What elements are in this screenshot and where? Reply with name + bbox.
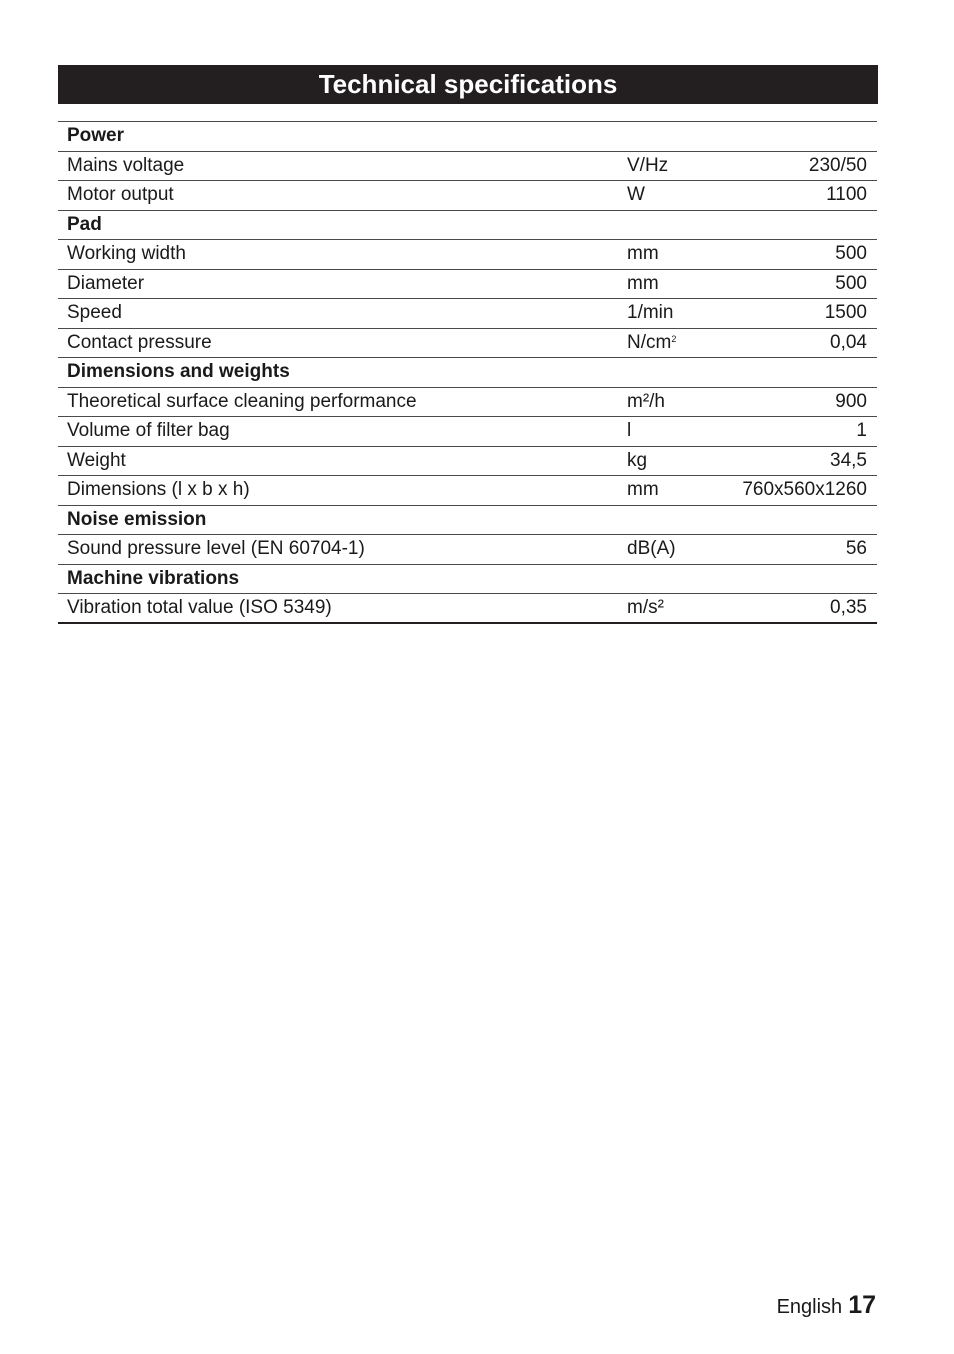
spec-unit: m²/h	[618, 387, 718, 417]
spec-unit-text: N/cm	[627, 331, 672, 353]
spec-row	[58, 417, 877, 447]
spec-row	[58, 446, 877, 476]
spec-row	[58, 594, 877, 624]
spec-label: Motor output	[58, 181, 618, 211]
spec-row	[58, 151, 877, 181]
spec-value: 56	[718, 535, 877, 565]
section-heading: Dimensions and weights	[58, 358, 877, 388]
spec-value: 1500	[718, 299, 877, 329]
section-heading-row	[58, 122, 877, 152]
page-title	[58, 65, 878, 104]
spec-value: 760x560x1260	[718, 476, 877, 506]
spec-label: Sound pressure level (EN 60704-1)	[58, 535, 618, 565]
section-heading-row	[58, 505, 877, 535]
spec-value: 0,04	[718, 328, 877, 358]
section-heading-row	[58, 210, 877, 240]
spec-unit: mm	[618, 269, 718, 299]
spec-label: Theoretical surface cleaning performance	[58, 387, 618, 417]
spec-row	[58, 299, 877, 329]
spec-unit: V/Hz	[618, 151, 718, 181]
spec-unit: dB(A)	[618, 535, 718, 565]
section-heading: Machine vibrations	[58, 564, 877, 594]
spec-row	[58, 535, 877, 565]
spec-row	[58, 387, 877, 417]
spec-label: Vibration total value (ISO 5349)	[58, 594, 618, 624]
page-title-text: Technical specifications	[318, 69, 618, 99]
spec-unit: 1/min	[618, 299, 718, 329]
spec-unit: mm	[618, 476, 718, 506]
spec-label: Working width	[58, 240, 618, 270]
spec-unit-superscript: 2	[671, 333, 677, 344]
spec-row	[58, 181, 877, 211]
section-heading: Power	[58, 122, 877, 152]
specifications-table	[58, 121, 877, 624]
spec-unit: l	[618, 417, 718, 447]
spec-value: 1100	[718, 181, 877, 211]
spec-value: 1	[718, 417, 877, 447]
spec-label: Weight	[58, 446, 618, 476]
section-heading-row	[58, 564, 877, 594]
spec-value: 500	[718, 269, 877, 299]
footer-language: English	[776, 1296, 843, 1318]
spec-row	[58, 269, 877, 299]
spec-row	[58, 476, 877, 506]
spec-label: Volume of filter bag	[58, 417, 618, 447]
section-heading: Noise emission	[58, 505, 877, 535]
spec-row	[58, 328, 877, 358]
page-number: 17	[848, 1291, 876, 1319]
spec-label: Speed	[58, 299, 618, 329]
page-footer	[777, 1291, 876, 1320]
spec-label: Dimensions (l x b x h)	[58, 476, 618, 506]
spec-unit	[618, 328, 718, 358]
spec-label: Contact pressure	[58, 328, 618, 358]
spec-unit: m/s²	[618, 594, 718, 624]
spec-unit: mm	[618, 240, 718, 270]
spec-unit: W	[618, 181, 718, 211]
spec-value: 500	[718, 240, 877, 270]
spec-value: 34,5	[718, 446, 877, 476]
spec-row	[58, 240, 877, 270]
spec-unit: kg	[618, 446, 718, 476]
spec-value: 900	[718, 387, 877, 417]
spec-value: 0,35	[718, 594, 877, 624]
spec-value: 230/50	[718, 151, 877, 181]
section-heading: Pad	[58, 210, 877, 240]
spec-label: Mains voltage	[58, 151, 618, 181]
section-heading-row	[58, 358, 877, 388]
spec-label: Diameter	[58, 269, 618, 299]
